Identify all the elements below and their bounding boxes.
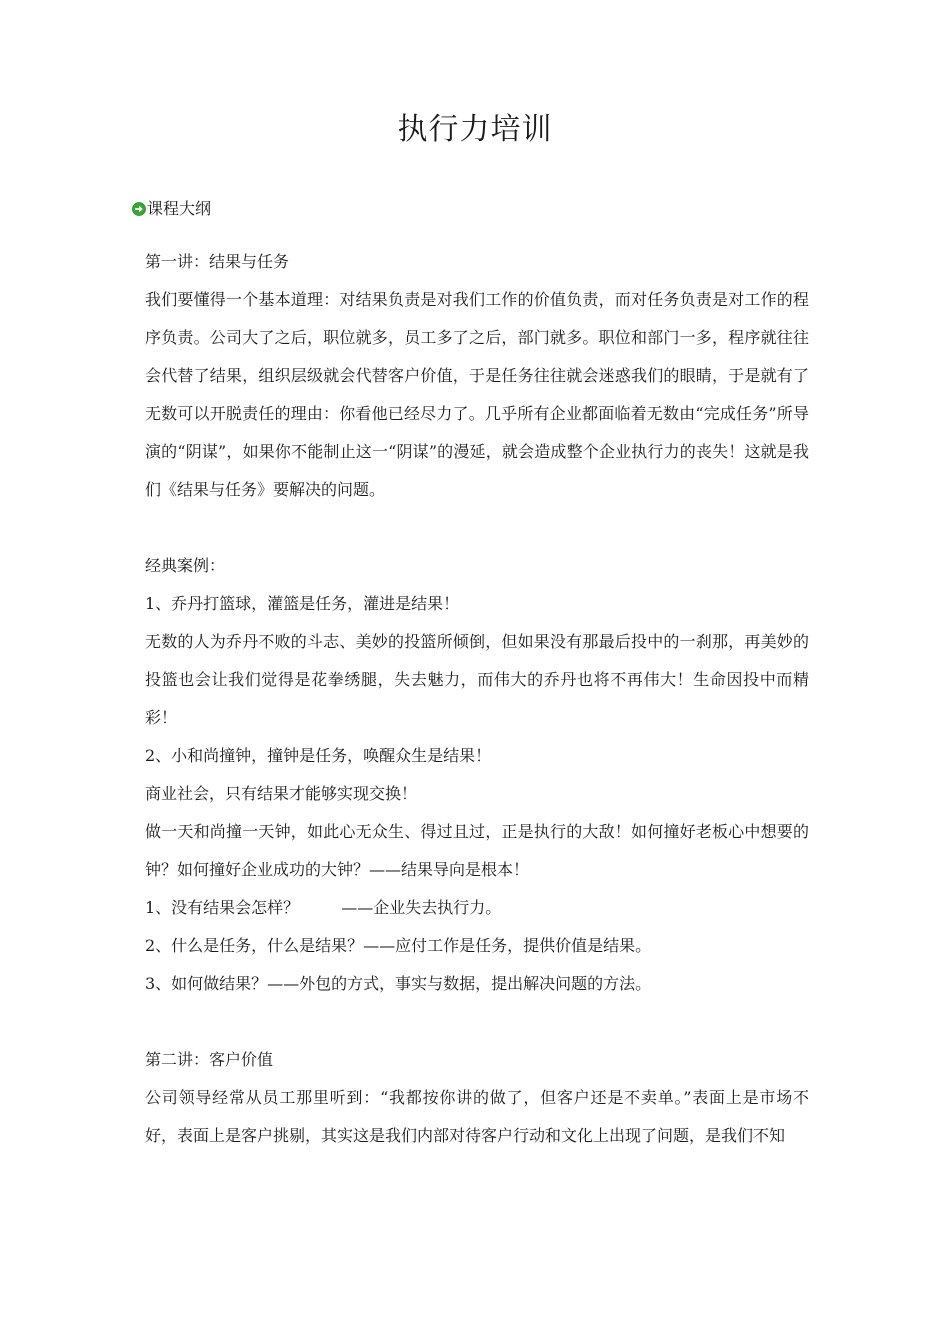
document-body [145, 243, 809, 1155]
case2-text-2: 做一天和尚撞一天钟，如此心无众生、得过且过，正是执行的大敌！如何撞好老板心中想要的钟？如何撞好企业成功的大钟？——结果导向是根本！ [145, 822, 809, 879]
document-title: 执行力培训 [397, 112, 553, 147]
outline-heading [132, 196, 211, 222]
question-1-text: 1、没有结果会怎样？ [145, 898, 300, 917]
question-3: 3、如何做结果？——外包的方式，事实与数据，提出解决问题的方法。 [145, 974, 652, 993]
question-1 [145, 889, 809, 927]
cases-heading: 经典案例： [145, 556, 226, 575]
question-2: 2、什么是任务，什么是结果？——应付工作是任务，提供价值是结果。 [145, 936, 652, 955]
case2-text-1: 商业社会，只有结果才能够实现交换！ [145, 784, 418, 803]
case1-text: 无数的人为乔丹不败的斗志、美妙的投篮所倾倒，但如果没有那最后投中的一刹那，再美妙的投篮也会让我们觉得是花拳绣腿，失去魅力，而伟大的乔丹也将不再伟大！生命因投中而精彩！ [145, 632, 809, 727]
lecture2-heading: 第二讲：客户价值 [145, 1050, 274, 1069]
blank-line [145, 1003, 809, 1041]
right-arrow-circle-icon [132, 202, 146, 216]
lecture1-heading: 第一讲：结果与任务 [145, 252, 290, 271]
lecture2-paragraph: 公司领导经常从员工那里听到：“我都按你讲的做了，但客户还是不卖单。”表面上是市场不好，表面上是客户挑剔，其实这是我们内部对待客户行动和文化上出现了问题，是我们不知 [145, 1088, 809, 1145]
outline-heading-label: 课程大纲 [147, 199, 212, 218]
question-1-answer: ——企业失去执行力。 [341, 898, 502, 917]
lecture1-paragraph: 我们要懂得一个基本道理：对结果负责是对我们工作的价值负责，而对任务负责是对工作的程序负责。公司大了之后，职位就多，员工多了之后，部门就多。职位和部门一多，程序就往往会代替了结果，组织层级就会代替客户价值，于是任务往往就会迷惑我们的眼睛，于是就有了无数可以开脱责任的理由：你看他已经尽力了。几乎所有企业都面临着无数由“完成任务”所导演的“阴谋”，如果你不能制止这一“阴谋”的漫延，就会造成整个企业执行力的丧失！这就是我们《结果与任务》要解决的问题。 [145, 290, 809, 499]
case2-title: 2、小和尚撞钟，撞钟是任务，唤醒众生是结果！ [145, 746, 492, 765]
blank-line [145, 509, 809, 547]
case1-title: 1、乔丹打篮球，灌篮是任务，灌进是结果！ [145, 594, 460, 613]
